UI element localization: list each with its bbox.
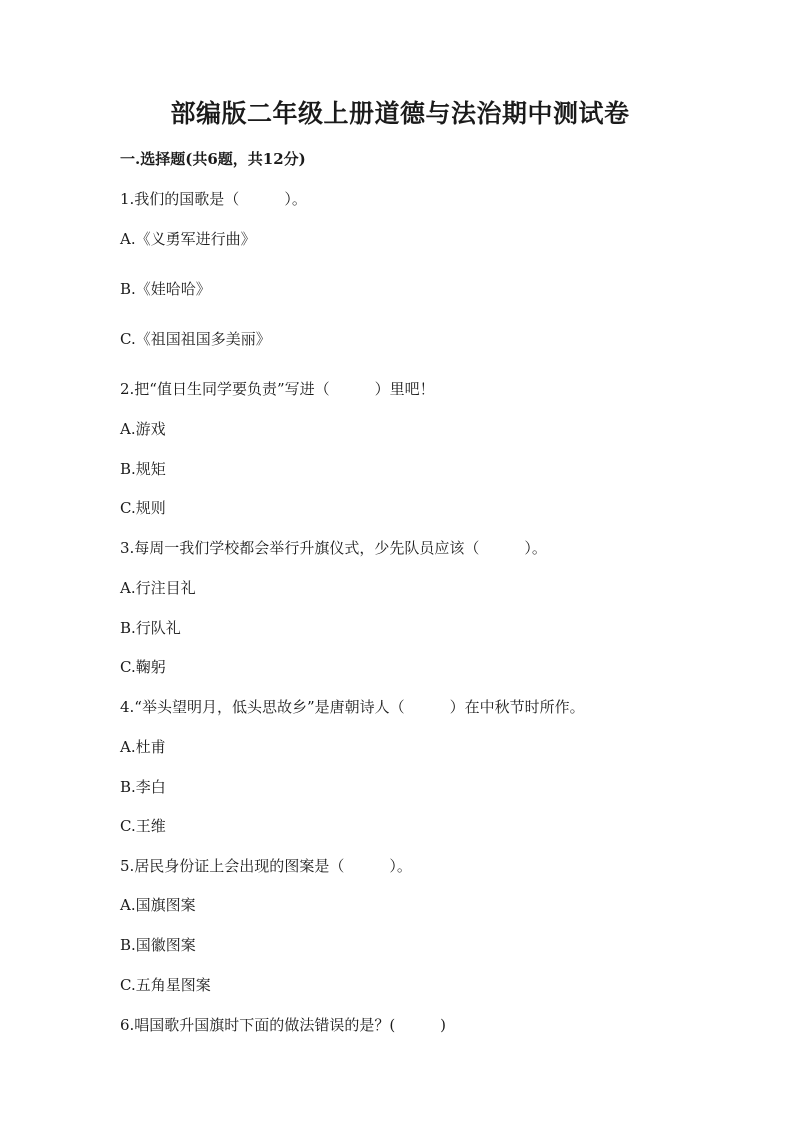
question-5-option-a: A.国旗图案 xyxy=(120,896,196,914)
question-4-option-c: C.王维 xyxy=(120,817,166,835)
page-title: 部编版二年级上册道德与法治期中测试卷 xyxy=(170,99,630,128)
question-4-option-a: A.杜甫 xyxy=(120,738,166,756)
question-2-option-b: B.规矩 xyxy=(120,460,166,478)
question-1-option-b: B.《娃哈哈》 xyxy=(120,280,211,298)
section-header: 一.选择题(共6题，共12分) xyxy=(120,150,306,168)
question-5: 5.居民身份证上会出现的图案是（ ）。 xyxy=(120,857,412,875)
question-1: 1.我们的国歌是（ ）。 xyxy=(120,190,307,208)
question-5-option-b: B.国徽图案 xyxy=(120,936,196,954)
question-6: 6.唱国歌升国旗时下面的做法错误的是？( ) xyxy=(120,1016,447,1034)
question-2-option-c: C.规则 xyxy=(120,499,166,517)
question-1-option-c: C.《祖国祖国多美丽》 xyxy=(120,330,271,348)
question-4: 4.“举头望明月，低头思故乡”是唐朝诗人（ ）在中秋节时所作。 xyxy=(120,698,585,716)
question-3-option-c: C.鞠躬 xyxy=(120,658,166,676)
question-2: 2.把“值日生同学要负责”写进（ ）里吧！ xyxy=(120,380,435,398)
question-3: 3.每周一我们学校都会举行升旗仪式，少先队员应该（ ）。 xyxy=(120,539,547,557)
question-1-option-a: A.《义勇军进行曲》 xyxy=(120,230,256,248)
question-3-option-b: B.行队礼 xyxy=(120,619,181,637)
question-3-option-a: A.行注目礼 xyxy=(120,579,196,597)
question-5-option-c: C.五角星图案 xyxy=(120,976,211,994)
question-4-option-b: B.李白 xyxy=(120,778,166,796)
question-2-option-a: A.游戏 xyxy=(120,420,166,438)
